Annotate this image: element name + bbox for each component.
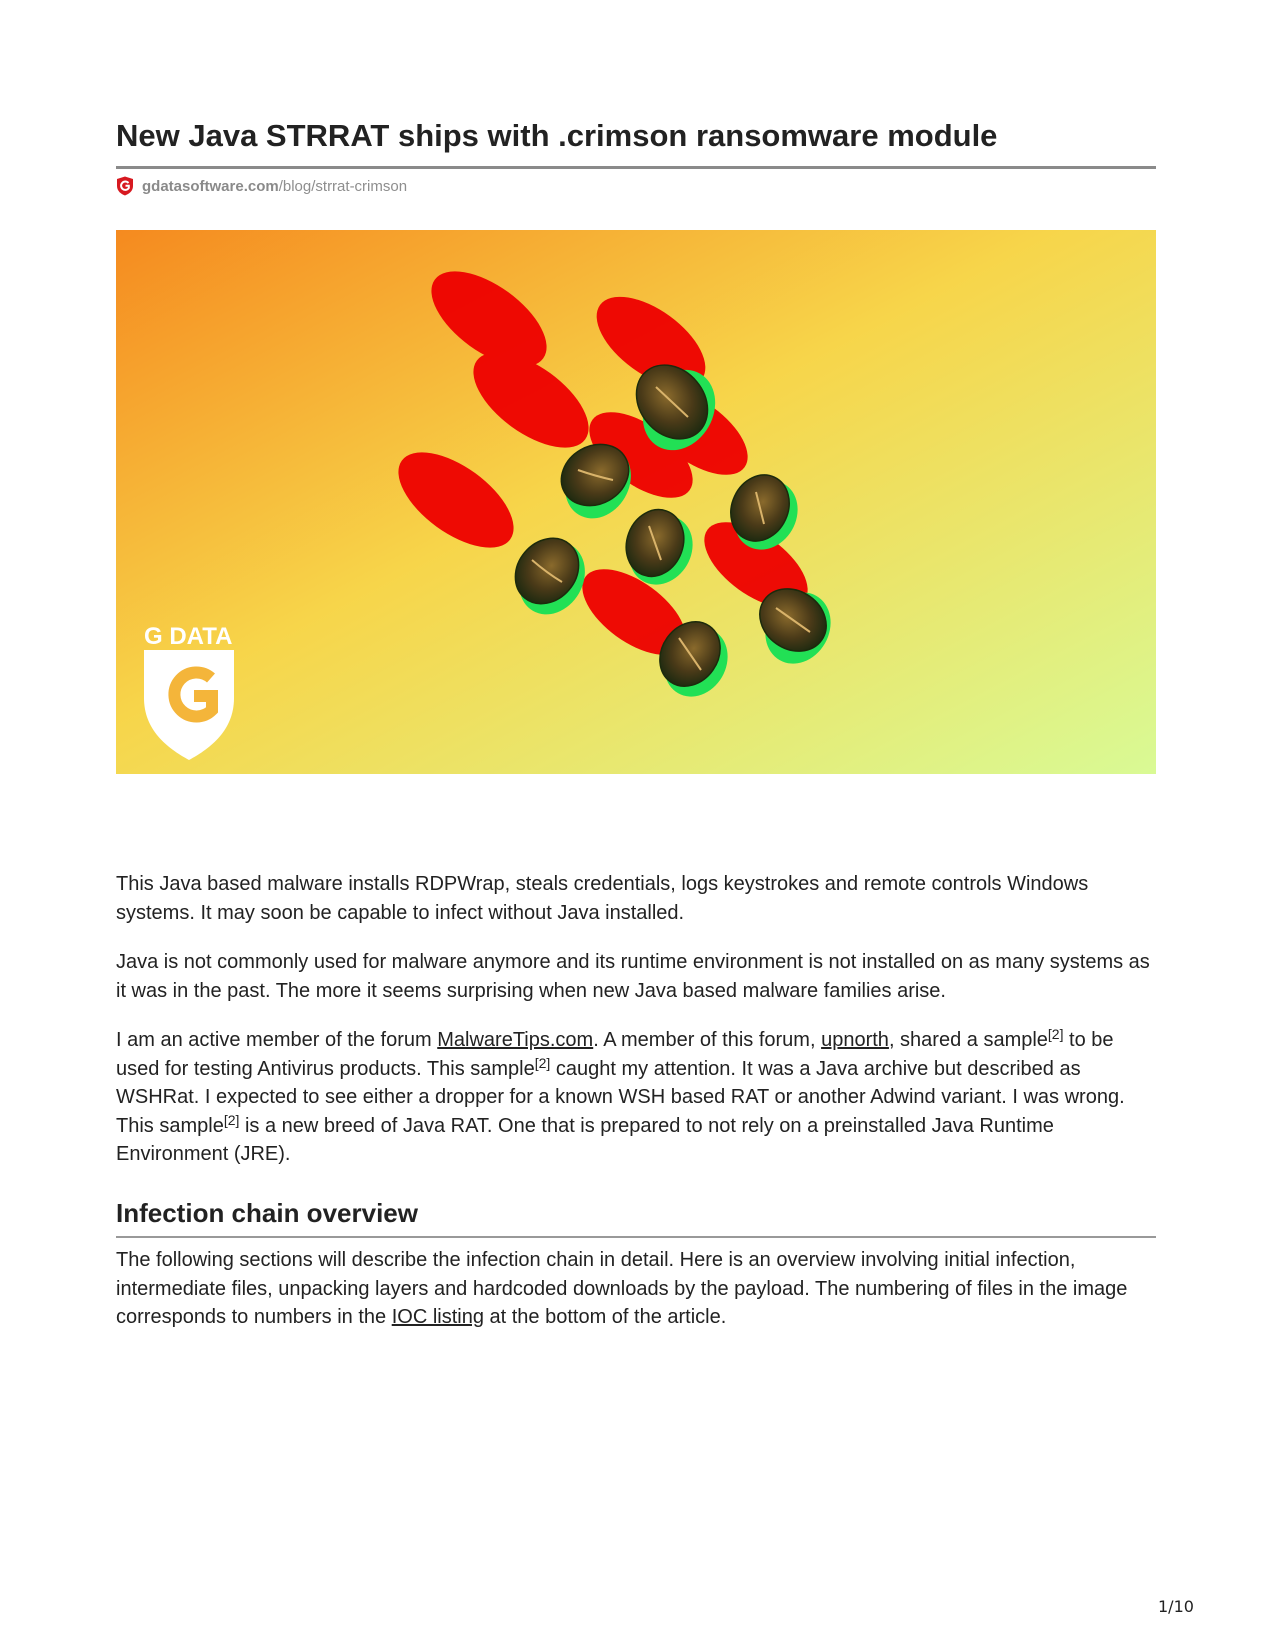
discovery-paragraph: I am an active member of the forum MalwareTips.com. A member of this forum, upnorth, shared a sample[2] to be used for testing Antivirus products. This sample[2] caught my attention. It was a Java archive but described as WSHRat. I expected to see either a dropper for a known WSH based RAT or another Adwind variant. I was wrong. This sample[2] is a new breed of Java RAT. One that is prepared to not rely on a preinstalled Java Runtime Environment (JRE). [116, 1026, 1125, 1165]
context-paragraph: Java is not commonly used for malware anymore and its runtime environment is not installed on as many systems as it was in the past. The more it seems surprising when new Java based malware families arise. [116, 951, 1150, 1002]
reference-2[interactable]: [2] [223, 1111, 240, 1128]
malwaretips-link[interactable]: MalwareTips.com [437, 1029, 594, 1051]
section-divider [116, 1236, 1156, 1238]
upnorth-link[interactable]: upnorth [821, 1029, 889, 1051]
reference-2[interactable]: [2] [534, 1054, 551, 1071]
source-domain[interactable]: gdatasoftware.com [142, 177, 279, 195]
intro-paragraph: This Java based malware installs RDPWrap, steals credentials, logs keystrokes and remote controls Windows systems. It may soon be capable to infect without Java installed. [116, 873, 1089, 924]
hero-image [116, 230, 1156, 774]
reference-2[interactable]: [2] [1047, 1026, 1064, 1042]
title-divider [116, 166, 1156, 169]
source-line [116, 176, 407, 196]
source-path[interactable]: /blog/strrat-crimson [278, 177, 408, 195]
section-paragraph: The following sections will describe the infection chain in detail. Here is an overview involving initial infection, intermediate files, unpacking layers and hardcoded downloads by the payload. The numbering of files in the image corresponds to numbers in the IOC listing at the bottom of the article. [116, 1249, 1128, 1328]
svg-text:G DATA: G DATA [144, 623, 233, 650]
article-title: New Java STRRAT ships with .crimson ransomware module [116, 118, 998, 153]
coffee-beans-image [116, 230, 1156, 774]
gdata-favicon-icon [116, 176, 134, 196]
ioc-listing-link[interactable]: IOC listing [391, 1306, 484, 1328]
page-number: 1/10 [1158, 1597, 1194, 1616]
section-heading: Infection chain overview [116, 1198, 418, 1228]
